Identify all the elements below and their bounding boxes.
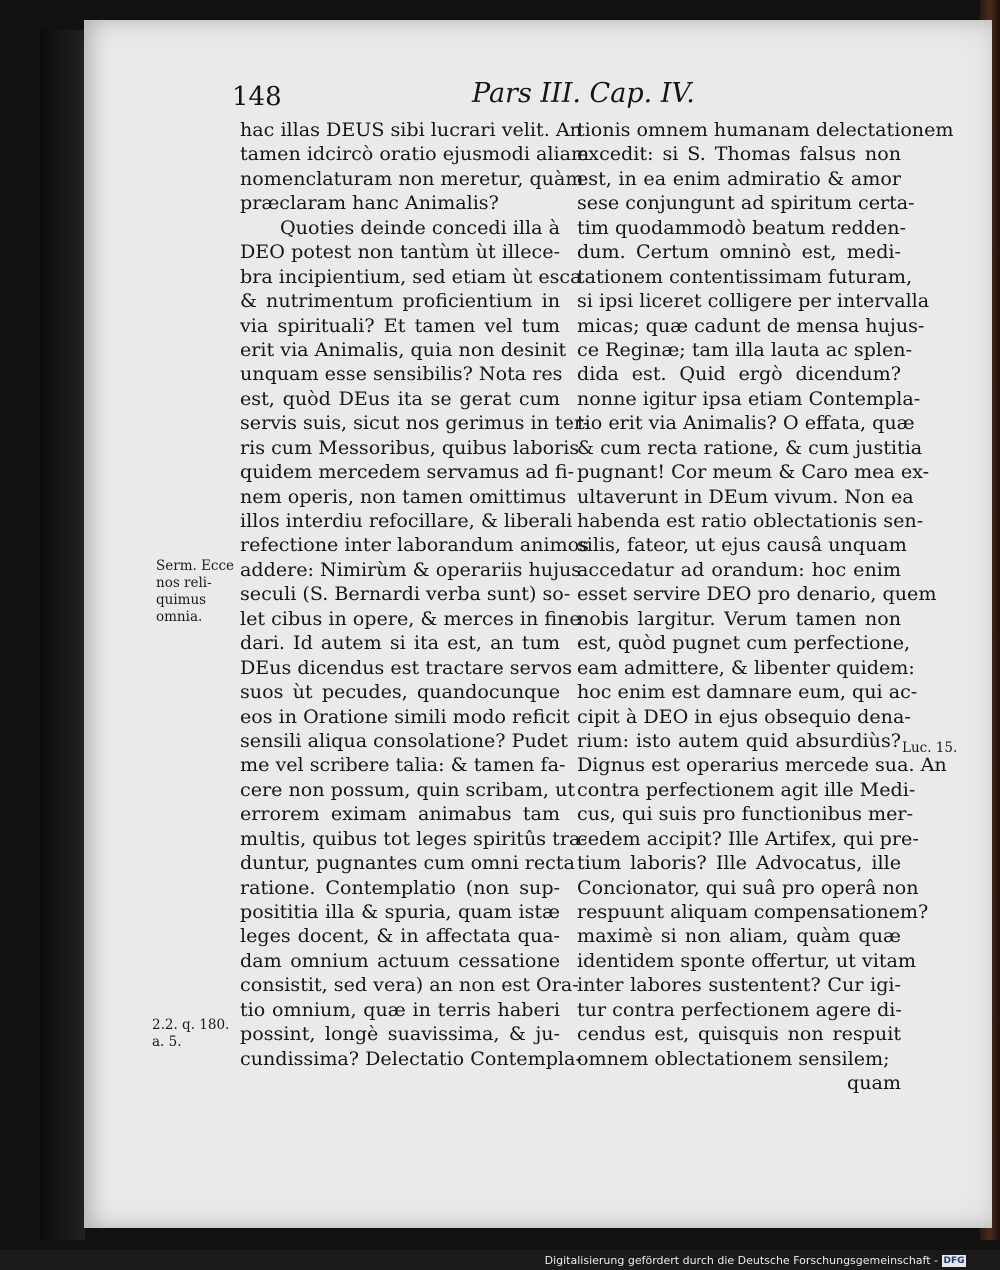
text-line: esset servire DEO pro denario, quem	[577, 582, 937, 606]
page-number: 148	[232, 82, 282, 112]
text-line: tim quodammodò beatum redden-	[577, 215, 907, 239]
text-line: addere: Nimirùm & operariis hujus	[240, 557, 582, 581]
text-line: ce Reginæ; tam illa lauta ac splen-	[577, 337, 913, 361]
margin-note-line: a. 5.	[152, 1034, 182, 1050]
text-line: quam	[846, 1071, 901, 1095]
text-line: pugnant! Cor meum & Caro mea ex-	[577, 460, 930, 484]
text-line: accedatur ad orandum: hoc enim	[577, 557, 901, 581]
text-line: tamen idcircò oratio ejusmodi aliam	[240, 142, 590, 166]
margin-note-thomas	[152, 1017, 242, 1051]
text-line: erit via Animalis, quia non desinit	[240, 337, 567, 361]
text-line: eam admittere, & libenter quidem:	[577, 655, 915, 679]
text-line: hac illas DEUS sibi lucrari velit. An	[240, 118, 582, 141]
margin-note-line: Serm. Ecce	[156, 558, 235, 574]
text-line: eos in Oratione simili modo reficit	[240, 704, 570, 728]
text-line: & nutrimentum proficientium in	[240, 289, 560, 313]
text-line: cipit à DEO in ejus obsequio dena-	[577, 704, 911, 728]
dfg-logo: DFG	[943, 1255, 965, 1266]
text-line: consistit, sed vera) an non est Ora-	[240, 973, 579, 997]
text-line: possint, longè suavissima, & ju-	[240, 1022, 560, 1046]
margin-note-line: quimus	[156, 592, 207, 608]
text-line: est, quòd pugnet cum perfectione,	[577, 631, 911, 655]
text-line: hoc enim est damnare eum, qui ac-	[577, 680, 918, 704]
text-line: ultaverunt in DEum vivum. Non ea	[577, 484, 914, 508]
text-line: dum. Certum omninò est, medi-	[577, 240, 901, 264]
text-line: posititia illa & spuria, quam istæ	[240, 900, 560, 923]
text-line: si ipsi liceret colligere per intervalla	[577, 289, 930, 313]
text-line: inter labores sustentent? Cur igi-	[577, 973, 901, 997]
margin-note-line: omnia.	[156, 609, 203, 625]
text-line: Quoties deinde concedi illa à	[280, 215, 560, 239]
text-line: cundissima? Delectatio Contempla-	[240, 1046, 582, 1070]
text-line: sese conjungunt ad spiritum certa-	[577, 191, 915, 215]
text-line: servis suis, sicut nos gerimus in ter-	[240, 411, 590, 435]
text-line: via spirituali? Et tamen vel tum	[240, 313, 560, 337]
book-page	[84, 20, 992, 1228]
text-line: & cum recta ratione, & cum justitia	[577, 435, 923, 459]
text-line: quidem mercedem servamus ad fi-	[240, 460, 575, 484]
text-line: nem operis, non tamen omittimus	[240, 484, 567, 508]
text-line: DEO potest non tantùm ùt illece-	[240, 240, 560, 264]
text-line: multis, quibus tot leges spiritûs tra-	[240, 826, 587, 850]
margin-note-luke	[902, 740, 982, 757]
text-line: let cibus in opere, & merces in fine	[240, 606, 581, 630]
text-line: maximè si non aliam, quàm quæ	[577, 924, 901, 948]
text-line: unquam esse sensibilis? Nota res	[240, 362, 563, 386]
text-line: refectione inter laborandum animos	[240, 533, 589, 557]
left-text-column	[240, 118, 590, 1071]
text-line: Concionator, qui suâ pro operâ non	[577, 875, 919, 899]
text-line: duntur, pugnantes cum omni recta	[240, 851, 575, 875]
text-line: ratione. Contemplatio (non sup-	[240, 875, 560, 899]
text-line: nonne igitur ipsa etiam Contempla-	[577, 386, 921, 410]
text-line: dida est. Quid ergò dicendum?	[577, 362, 901, 386]
text-line: tium laboris? Ille Advocatus, ille	[577, 851, 901, 875]
footer-credit: Digitalisierung gefördert durch die Deutsche Forschungsgemeinschaft -	[544, 1254, 938, 1267]
margin-note-line: Luc. 15.	[902, 740, 958, 756]
text-line: tationem contentissimam futuram,	[577, 264, 913, 288]
text-line: nomenclaturam non meretur, quàm	[240, 166, 584, 190]
text-line: ris cum Messoribus, quibus laboris	[240, 435, 580, 459]
text-line: est, in ea enim admiratio & amor	[577, 166, 901, 190]
text-line: identidem sponte offertur, ut vitam	[577, 948, 916, 972]
text-line: silis, fateor, ut ejus causâ unquam	[577, 533, 907, 557]
text-line: bra incipientium, sed etiam ùt esca	[240, 264, 582, 288]
text-line: nobis largitur. Verum tamen non	[577, 606, 901, 630]
text-line: est, quòd DEus ita se gerat cum	[240, 386, 560, 410]
text-line: micas; quæ cadunt de mensa hujus-	[577, 313, 925, 337]
text-line: suos ùt pecudes, quandocunque	[240, 680, 560, 704]
text-line: cendus est, quisquis non respuit	[577, 1022, 901, 1046]
text-line: Dignus est operarius mercede sua. An	[577, 753, 947, 777]
margin-note-sermon	[156, 558, 240, 626]
text-line: habenda est ratio oblectationis sen-	[577, 509, 924, 532]
text-line: tio omnium, quæ in terris haberi	[240, 997, 560, 1021]
text-line: præclaram hanc Animalis?	[240, 191, 499, 215]
text-line: cedem accipit? Ille Artifex, qui pre-	[577, 826, 919, 850]
text-line: me vel scribere talia: & tamen fa-	[240, 753, 566, 777]
text-line: leges docent, & in affectata qua-	[240, 924, 560, 948]
digitization-footer	[545, 1254, 966, 1267]
text-line: sensili aliqua consolatione? Pudet	[240, 728, 568, 752]
text-line: omnem oblectationem sensilem;	[577, 1046, 890, 1070]
text-line: rium: isto autem quid absurdiùs?	[577, 728, 901, 752]
text-line: tur contra perfectionem agere di-	[577, 997, 902, 1021]
text-line: errorem eximam animabus tam	[240, 802, 560, 826]
text-line: DEus dicendus est tractare servos	[240, 655, 572, 679]
text-line: contra perfectionem agit ille Medi-	[577, 777, 916, 801]
text-line: respuunt aliquam compensationem?	[577, 900, 929, 923]
text-line: dari. Id autem si ita est, an tum	[240, 631, 560, 655]
text-line: illos interdiu refocillare, & liberali	[240, 509, 573, 532]
text-line: cere non possum, quin scribam, ut	[240, 777, 576, 801]
text-line: tionis omnem humanam delectationem	[577, 118, 954, 141]
running-title: Pars III. Cap. IV.	[472, 78, 695, 109]
text-line: tio erit via Animalis? O effata, quæ	[577, 411, 915, 435]
text-line: seculi (S. Bernardi verba sunt) so-	[240, 582, 571, 606]
text-line: cus, qui suis pro functionibus mer-	[577, 802, 914, 826]
text-line: dam omnium actuum cessatione	[240, 948, 560, 972]
margin-note-line: nos reli-	[156, 575, 212, 591]
book-gutter-shadow	[40, 30, 85, 1240]
text-line: excedit: si S. Thomas falsus non	[577, 142, 901, 166]
margin-note-line: 2.2. q. 180.	[152, 1017, 230, 1033]
